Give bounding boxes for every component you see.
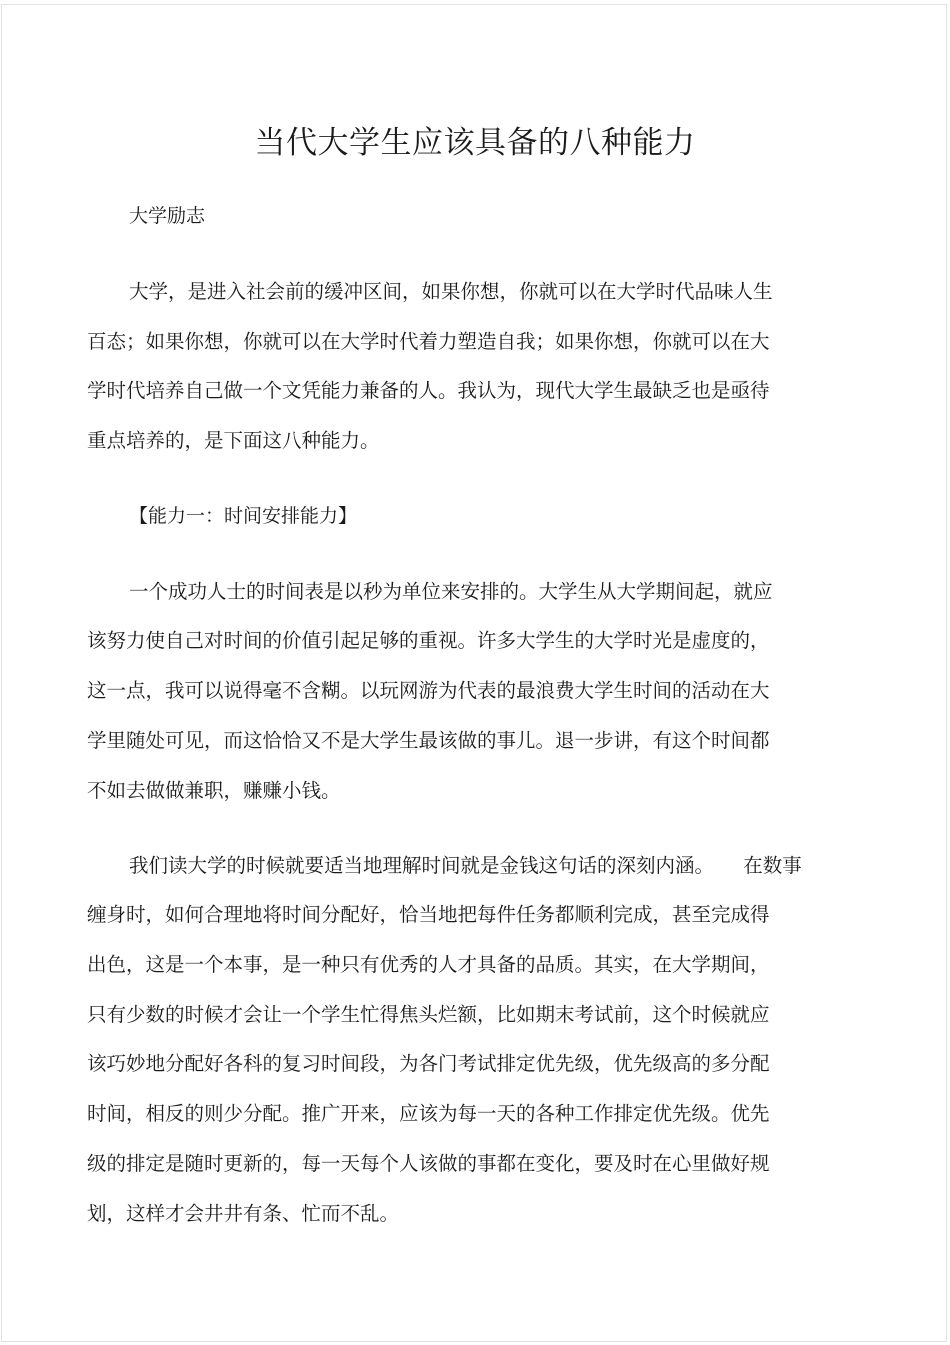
paragraph-3-line: 时间，相反的则少分配。推广开来，应该为每一天的各种工作排定优先级。优先 <box>87 1102 770 1125</box>
paragraph-1-line: 学时代培养自己做一个文凭能力兼备的人。我认为，现代大学生最缺乏也是亟待 <box>87 379 770 402</box>
category-label: 大学励志 <box>129 205 206 227</box>
paragraph-2-line: 学里随处可见，而这恰恰又不是大学生最该做的事儿。退一步讲，有这个时间都 <box>87 729 770 752</box>
paragraph-1-line: 重点培养的，是下面这八种能力。 <box>87 429 380 452</box>
document-title: 当代大学生应该具备的八种能力 <box>254 125 696 161</box>
section-heading: 【能力一：时间安排能力】 <box>129 505 358 527</box>
paragraph-1-line: 百态；如果你想，你就可以在大学时代着力塑造自我；如果你想，你就可以在大 <box>87 330 770 353</box>
paragraph-2-line: 该努力使自己对时间的价值引起足够的重视。许多大学生的大学时光是虚度的， <box>87 629 770 652</box>
paragraph-1-line: 大学，是进入社会前的缓冲区间，如果你想，你就可以在大学时代品味人生 <box>129 280 773 303</box>
paragraph-3-line: 出色，这是一个本事，是一种只有优秀的人才具备的品质。其实，在大学期间， <box>87 953 770 976</box>
paragraph-3-line: 缠身时，如何合理地将时间分配好，恰当地把每件任务都顺利完成，甚至完成得 <box>87 903 770 926</box>
paragraph-3-line: 只有少数的时候才会让一个学生忙得焦头烂额，比如期末考试前，这个时候就应 <box>87 1003 770 1026</box>
paragraph-2-line: 不如去做做兼职，赚赚小钱。 <box>87 779 341 802</box>
paragraph-3-line: 我们读大学的时候就要适当地理解时间就是金钱这句话的深刻内涵。 在数事 <box>129 854 802 877</box>
paragraph-2-line: 这一点，我可以说得毫不含糊。以玩网游为代表的最浪费大学生时间的活动在大 <box>87 679 770 702</box>
paragraph-3-line: 该巧妙地分配好各科的复习时间段，为各门考试排定优先级，优先级高的多分配 <box>87 1052 770 1075</box>
paragraph-2-line: 一个成功人士的时间表是以秒为单位来安排的。大学生从大学期间起，就应 <box>129 580 773 603</box>
paragraph-3-line: 划，这样才会井井有条、忙而不乱。 <box>87 1202 400 1225</box>
paragraph-3-line: 级的排定是随时更新的，每一天每个人该做的事都在变化，要及时在心里做好规 <box>87 1152 770 1175</box>
